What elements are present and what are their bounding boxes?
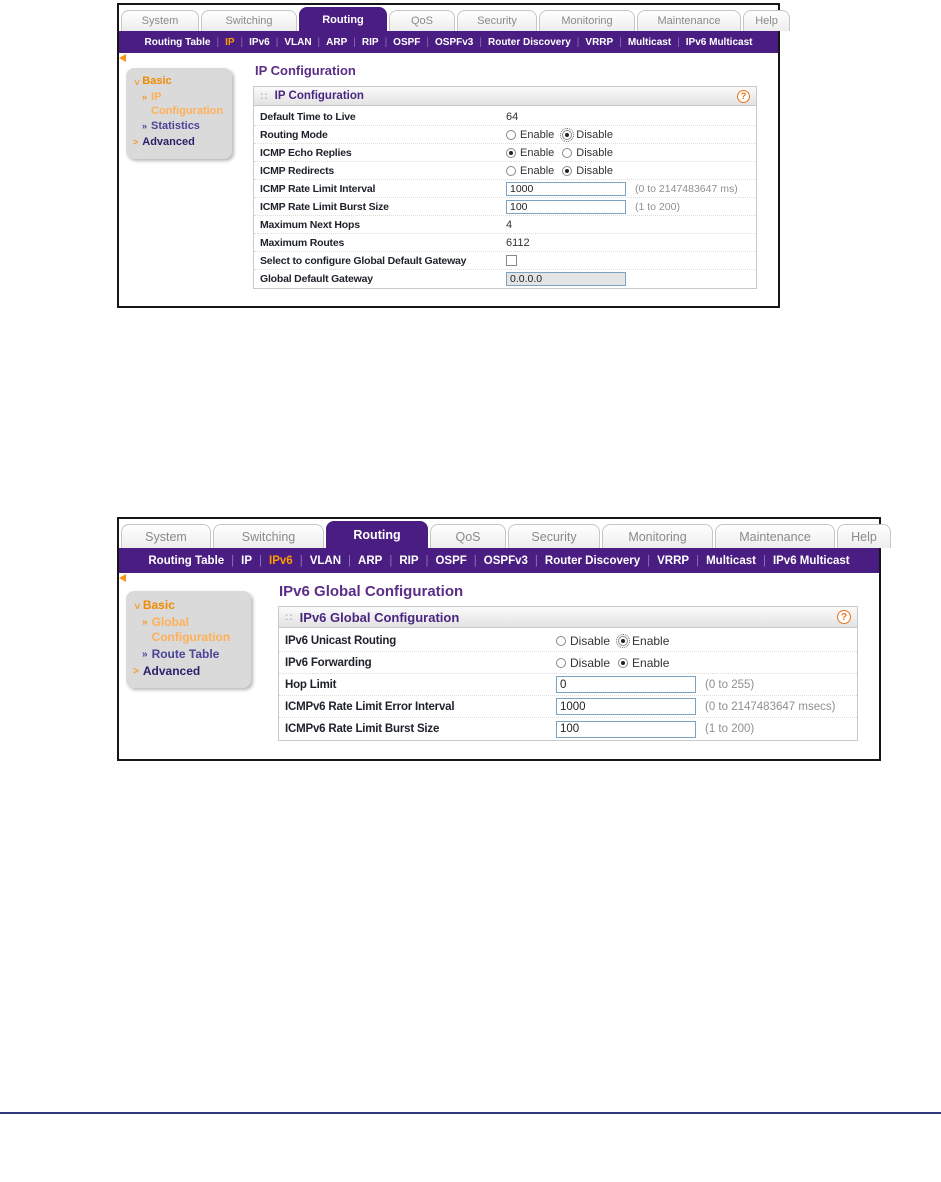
menu-separator: |: [353, 36, 356, 48]
tab-help[interactable]: Help: [743, 10, 790, 31]
form-row-ipv6-unicast-routing: [279, 630, 857, 652]
form-rows: [279, 628, 857, 740]
sidebar-item-route-table[interactable]: [133, 647, 247, 662]
primary-tabbar: [119, 5, 778, 31]
radio-option-label: Enable: [632, 655, 670, 670]
menu-separator: |: [696, 554, 700, 567]
field-label: ICMP Rate Limit Burst Size: [260, 200, 389, 213]
sidebar-item-label: Global Configuration: [151, 615, 231, 644]
form-row-icmpv6-rate-limit-error-interval: [279, 696, 857, 718]
sidebar-item-advanced[interactable]: [133, 136, 228, 150]
submenu-rip[interactable]: RIP: [361, 36, 379, 48]
submenu-arp[interactable]: ARP: [358, 554, 383, 567]
menu-separator: |: [677, 36, 680, 48]
screenshot-ipv6-global-configuration: [117, 517, 881, 761]
double-arrow-icon: »: [142, 649, 148, 660]
chevron-down-icon: >: [132, 79, 143, 86]
submenu-ipv6-multicast[interactable]: IPv6 Multicast: [772, 554, 850, 567]
sidebar-item-label: Basic: [142, 598, 175, 612]
panel-header: [254, 87, 756, 106]
chevron-right-icon: >: [133, 666, 139, 677]
field-label: IPv6 Unicast Routing: [285, 634, 397, 647]
sidebar-item-basic[interactable]: [133, 75, 228, 89]
menu-separator: |: [619, 36, 622, 48]
field-label: Routing Mode: [260, 128, 328, 141]
form-row-default-time-to-live: [254, 108, 756, 126]
form-row-maximum-next-hops: [254, 216, 756, 234]
field-control: [506, 147, 621, 159]
panel-header: [279, 607, 857, 628]
tab-switching[interactable]: Switching: [201, 10, 297, 31]
menu-separator: |: [473, 554, 477, 567]
tab-security[interactable]: Security: [457, 10, 537, 31]
footer-rule: [0, 1112, 941, 1114]
submenu-vlan[interactable]: VLAN: [284, 36, 312, 48]
sidebar-item-ip-configuration[interactable]: [133, 91, 228, 119]
menu-separator: |: [426, 36, 430, 48]
enable-radio[interactable]: [618, 636, 628, 646]
field-control: [506, 182, 738, 196]
submenu-ospf[interactable]: OSPF: [393, 36, 421, 48]
icmp-rate-limit-burst-size-input[interactable]: [506, 200, 626, 214]
field-label: ICMPv6 Rate Limit Burst Size: [285, 723, 440, 735]
icmpv6-rate-limit-error-interval-input[interactable]: [556, 698, 696, 715]
submenu-routing-table[interactable]: Routing Table: [148, 554, 225, 567]
global-default-gateway-input: [506, 272, 626, 286]
menu-separator: |: [275, 36, 279, 48]
field-label: ICMP Echo Replies: [260, 146, 352, 159]
submenu-router-discovery[interactable]: Router Discovery: [544, 554, 641, 567]
radio-option-label: Enable: [520, 128, 555, 141]
field-control: [506, 129, 621, 141]
field-label: ICMP Rate Limit Interval: [260, 182, 376, 195]
field-value: 4: [506, 218, 513, 231]
submenu-ospfv3[interactable]: OSPFv3: [435, 36, 474, 48]
tab-qos[interactable]: QoS: [430, 524, 506, 548]
field-value: 6112: [506, 236, 530, 249]
sidebar-nav: [126, 591, 251, 688]
menu-separator: |: [425, 554, 429, 567]
sidebar-item-advanced[interactable]: [133, 664, 247, 679]
tab-maintenance[interactable]: Maintenance: [637, 10, 741, 31]
submenu-multicast[interactable]: Multicast: [706, 554, 756, 567]
sidebar-item-label: Route Table: [151, 647, 220, 661]
grip-icon: ::: [285, 611, 294, 623]
menu-separator: |: [534, 554, 538, 567]
disable-radio[interactable]: [556, 636, 566, 646]
field-control: [506, 165, 621, 177]
radio-option-label: Enable: [632, 633, 670, 648]
chevron-down-icon: >: [131, 603, 143, 610]
disable-radio[interactable]: [556, 658, 566, 668]
submenu-rip[interactable]: RIP: [399, 554, 419, 567]
help-icon[interactable]: ?: [737, 90, 750, 103]
field-control: [556, 656, 677, 670]
panel-title: IPv6 Global Configuration: [299, 609, 460, 625]
submenu-ipv6-multicast[interactable]: IPv6 Multicast: [685, 36, 753, 48]
submenu-ipv6[interactable]: IPv6: [249, 36, 270, 48]
menu-separator: |: [384, 36, 388, 48]
chevron-right-icon: >: [133, 137, 139, 147]
field-label: Maximum Routes: [260, 236, 345, 249]
tab-maintenance[interactable]: Maintenance: [715, 524, 835, 548]
sidebar-nav: [126, 68, 232, 159]
tab-system[interactable]: System: [121, 524, 211, 548]
submenu-arp[interactable]: ARP: [326, 36, 348, 48]
tab-routing[interactable]: Routing: [299, 7, 387, 31]
field-control: [556, 721, 754, 738]
range-hint: (1 to 200): [705, 723, 755, 735]
range-hint: (0 to 2147483647 ms): [635, 182, 738, 195]
form-row-maximum-routes: [254, 234, 756, 252]
radio-option-label: Disable: [576, 164, 613, 177]
tab-qos[interactable]: QoS: [389, 10, 455, 31]
config-panel: [253, 86, 757, 289]
field-control: [506, 272, 626, 286]
field-value: 64: [506, 110, 519, 123]
tab-help[interactable]: Help: [837, 524, 891, 548]
sidebar-item-label: IP Configuration: [151, 90, 224, 117]
sidebar-item-basic[interactable]: [133, 598, 247, 613]
form-row-hop-limit: [279, 674, 857, 696]
menu-separator: |: [576, 36, 580, 48]
submenu-router-discovery[interactable]: Router Discovery: [487, 36, 571, 48]
form-rows: [254, 106, 756, 288]
sidebar-item-label: Advanced: [142, 136, 195, 148]
form-row-select-to-configure-global-default-gateway: [254, 252, 756, 270]
menu-separator: |: [389, 554, 393, 567]
grip-icon: ::: [260, 90, 269, 102]
tab-switching[interactable]: Switching: [213, 524, 324, 548]
field-control: [556, 634, 677, 648]
radio-option-label: Disable: [576, 146, 613, 159]
menu-separator: |: [259, 554, 263, 567]
help-icon[interactable]: ?: [837, 610, 851, 624]
field-control: [506, 219, 512, 231]
form-row-icmpv6-rate-limit-burst-size: [279, 718, 857, 740]
menu-separator: |: [762, 554, 766, 567]
disable-radio[interactable]: [562, 166, 572, 176]
field-label: IPv6 Forwarding: [285, 656, 372, 669]
sidebar-collapse-arrow[interactable]: [119, 574, 126, 582]
radio-option-label: Disable: [570, 633, 611, 648]
submenu-routing-table[interactable]: Routing Table: [144, 36, 211, 48]
page-title: IP Configuration: [255, 63, 356, 78]
submenu-ipv6[interactable]: IPv6: [269, 554, 293, 567]
radio-option-label: Disable: [576, 128, 613, 141]
tab-monitoring[interactable]: Monitoring: [602, 524, 713, 548]
submenu-ip[interactable]: IP: [241, 554, 253, 567]
field-label: Maximum Next Hops: [260, 218, 360, 231]
form-row-icmp-rate-limit-interval: [254, 180, 756, 198]
form-row-routing-mode: [254, 126, 756, 144]
submenu-ip[interactable]: IP: [225, 36, 235, 48]
disable-radio[interactable]: [562, 130, 572, 140]
field-label: Global Default Gateway: [260, 273, 373, 285]
field-label: Hop Limit: [285, 678, 337, 691]
range-hint: (0 to 2147483647 msecs): [705, 700, 836, 713]
field-label: ICMPv6 Rate Limit Error Interval: [285, 700, 455, 713]
enable-radio[interactable]: [506, 130, 516, 140]
primary-tabbar: [119, 519, 879, 548]
sidebar-item-label: Statistics: [151, 120, 200, 133]
field-label: ICMP Redirects: [260, 164, 335, 177]
menu-separator: |: [317, 36, 321, 48]
menu-separator: |: [216, 36, 220, 48]
double-arrow-icon: »: [142, 121, 148, 132]
form-row-global-default-gateway: [254, 270, 756, 288]
disable-radio[interactable]: [562, 148, 572, 158]
form-row-icmp-redirects: [254, 162, 756, 180]
range-hint: (0 to 255): [705, 678, 755, 691]
enable-radio[interactable]: [618, 658, 628, 668]
routing-submenu: [119, 548, 879, 573]
menu-separator: |: [231, 554, 235, 567]
field-control: [556, 698, 835, 715]
sidebar-collapse-arrow[interactable]: [119, 54, 126, 62]
field-label: Default Time to Live: [260, 110, 356, 123]
submenu-ospfv3[interactable]: OSPFv3: [483, 554, 528, 567]
field-control: [506, 255, 517, 266]
field-control: [556, 676, 754, 693]
sidebar-item-global-configuration[interactable]: [133, 615, 247, 645]
sidebar-item-statistics[interactable]: [133, 120, 228, 134]
menu-separator: |: [479, 36, 482, 48]
menu-separator: |: [299, 554, 303, 567]
icmp-rate-limit-interval-input[interactable]: [506, 182, 626, 196]
tab-system[interactable]: System: [121, 10, 199, 31]
panel-title: IP Configuration: [274, 90, 364, 102]
submenu-vrrp[interactable]: VRRP: [657, 554, 690, 567]
icmpv6-rate-limit-burst-size-input[interactable]: [556, 721, 696, 738]
double-arrow-icon: »: [142, 91, 148, 102]
double-arrow-icon: »: [142, 617, 148, 628]
enable-radio[interactable]: [506, 166, 516, 176]
form-row-icmp-echo-replies: [254, 144, 756, 162]
menu-separator: |: [240, 36, 244, 48]
sidebar-item-label: Basic: [142, 75, 172, 87]
range-hint: (1 to 200): [635, 200, 680, 213]
submenu-vlan[interactable]: VLAN: [309, 554, 342, 567]
form-row-ipv6-forwarding: [279, 652, 857, 674]
radio-option-label: Enable: [520, 146, 555, 159]
submenu-multicast[interactable]: Multicast: [627, 36, 672, 48]
select-to-configure-global-default-gateway-checkbox[interactable]: [506, 255, 517, 266]
radio-option-label: Disable: [570, 655, 611, 670]
radio-option-label: Enable: [520, 164, 555, 177]
tab-routing[interactable]: Routing: [326, 521, 428, 548]
field-control: [506, 111, 518, 123]
tab-security[interactable]: Security: [508, 524, 600, 548]
routing-submenu: [119, 31, 778, 53]
config-panel: [278, 606, 858, 741]
sidebar-item-label: Advanced: [142, 664, 201, 678]
tab-monitoring[interactable]: Monitoring: [539, 10, 635, 31]
enable-radio[interactable]: [506, 148, 516, 158]
screenshot-ip-configuration: [117, 3, 780, 308]
menu-separator: |: [348, 554, 352, 567]
field-control: [506, 200, 680, 214]
form-row-icmp-rate-limit-burst-size: [254, 198, 756, 216]
submenu-ospf[interactable]: OSPF: [435, 554, 467, 567]
submenu-vrrp[interactable]: VRRP: [585, 36, 614, 48]
menu-separator: |: [647, 554, 651, 567]
field-label: Select to configure Global Default Gateway: [260, 254, 467, 267]
field-control: [506, 237, 530, 249]
page-title: IPv6 Global Configuration: [279, 583, 464, 600]
hop-limit-input[interactable]: [556, 676, 696, 693]
